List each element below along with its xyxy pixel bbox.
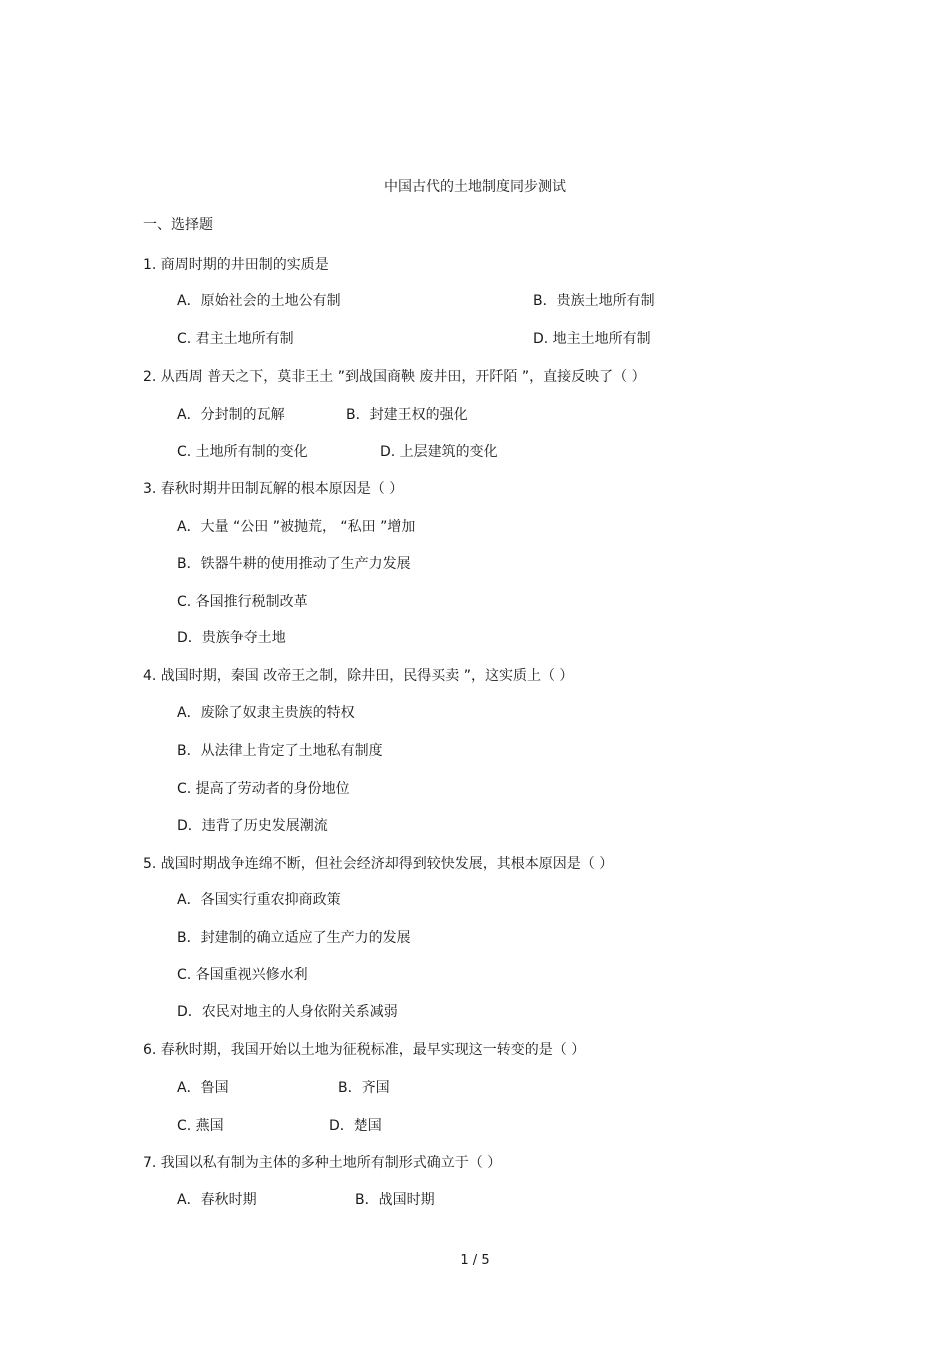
answer-option: D．贵族争夺土地 <box>177 630 286 646</box>
page-number: 1 / 5 <box>460 1253 490 1268</box>
answer-option: C. 各国推行税制改革 <box>177 594 308 610</box>
section-heading: 一、选择题 <box>143 217 213 233</box>
answer-option: C. 提高了劳动者的身份地位 <box>177 781 350 797</box>
question-stem: 2. 从西周 普天之下，莫非王土 ”到战国商鞅 废井田，开阡陌 ”，直接反映了（ ） <box>143 369 646 385</box>
question-stem: 7. 我国以私有制为主体的多种土地所有制形式确立于（ ） <box>143 1155 502 1171</box>
answer-option: A．各国实行重农抑商政策 <box>177 892 341 908</box>
answer-option: D. 上层建筑的变化 <box>380 444 498 460</box>
answer-option: C. 各国重视兴修水利 <box>177 967 308 983</box>
answer-option: B．从法律上肯定了土地私有制度 <box>177 743 383 759</box>
answer-option: D．违背了历史发展潮流 <box>177 818 328 834</box>
answer-option: C. 燕国 <box>177 1118 224 1134</box>
answer-option: B．贵族土地所有制 <box>533 293 655 309</box>
answer-option: B．战国时期 <box>355 1192 435 1208</box>
answer-option: B．封建王权的强化 <box>346 407 468 423</box>
answer-option: A．分封制的瓦解 <box>177 407 285 423</box>
answer-option: D. 地主土地所有制 <box>533 331 651 347</box>
document-title: 中国古代的土地制度同步测试 <box>384 179 566 195</box>
answer-option: A．鲁国 <box>177 1080 229 1096</box>
answer-option: A．废除了奴隶主贵族的特权 <box>177 705 355 721</box>
answer-option: D．农民对地主的人身依附关系减弱 <box>177 1004 398 1020</box>
question-stem: 6. 春秋时期，我国开始以土地为征税标准，最早实现这一转变的是（ ） <box>143 1042 586 1058</box>
answer-option: C. 君主土地所有制 <box>177 331 294 347</box>
answer-option: A．原始社会的土地公有制 <box>177 293 341 309</box>
answer-option: D．楚国 <box>329 1118 382 1134</box>
answer-option: B．铁器牛耕的使用推动了生产力发展 <box>177 556 411 572</box>
answer-option: B．封建制的确立适应了生产力的发展 <box>177 930 411 946</box>
question-stem: 3. 春秋时期井田制瓦解的根本原因是（ ） <box>143 481 404 497</box>
answer-option: B．齐国 <box>338 1080 390 1096</box>
question-stem: 1. 商周时期的井田制的实质是 <box>143 257 329 273</box>
question-stem: 5. 战国时期战争连绵不断，但社会经济却得到较快发展，其根本原因是（ ） <box>143 856 614 872</box>
question-stem: 4. 战国时期，秦国 改帝王之制，除井田，民得买卖 ”，这实质上（ ） <box>143 668 574 684</box>
answer-option: A．春秋时期 <box>177 1192 257 1208</box>
answer-option: A．大量 “公田 ”被抛荒， “私田 ”增加 <box>177 519 416 535</box>
answer-option: C. 土地所有制的变化 <box>177 444 308 460</box>
